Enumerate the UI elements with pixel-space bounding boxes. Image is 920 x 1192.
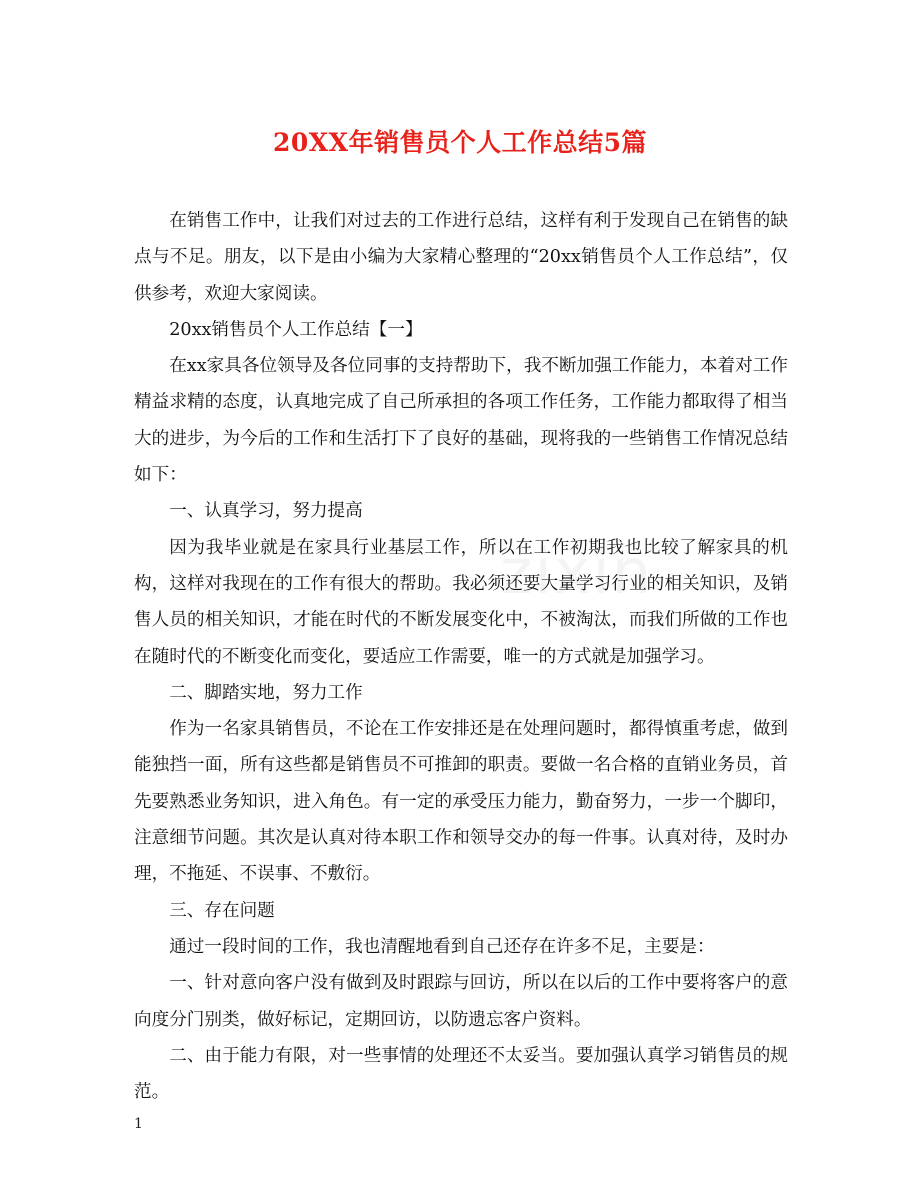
document-body (134, 203, 788, 1110)
subsection-heading: 二、脚踏实地，努力工作 (169, 682, 363, 703)
document-title: 20XX年销售员个人工作总结5篇 (273, 128, 647, 157)
body-paragraph: 在xx家具各位领导及各位同事的支持帮助下，我不断加强工作能力，本着对工作精益求精的态度，认真地完成了自己所承担的各项工作任务，工作能力都取得了相当大的进步，为今后的工作和生活打下了良好的基础，现将我的一些销售工作情况总结如下： (134, 356, 788, 486)
body-paragraph: 通过一段时间的工作，我也清醒地看到自己还存在许多不足，主要是： (169, 936, 715, 957)
subsection-heading: 三、存在问题 (169, 900, 275, 921)
body-paragraph: 作为一名家具销售员，不论在工作安排还是在处理问题时，都得慎重考虑，做到能独挡一面，所有这些都是销售员不可推卸的职责。要做一名合格的直销业务员，首先要熟悉业务知识，进入角色。有一定的承受压力能力，勤奋努力，一步一个脚印，注意细节问题。其次是认真对待本职工作和领导交办的每一件事。认真对待，及时办理，不拖延、不误事、不敷衍。 (134, 719, 788, 885)
body-paragraph: 二、由于能力有限，对一些事情的处理还不太妥当。要加强认真学习销售员的规范。 (134, 1045, 788, 1103)
body-paragraph: 因为我毕业就是在家具行业基层工作，所以在工作初期我也比较了解家具的机构，这样对我现在的工作有很大的帮助。我必须还要大量学习行业的相关知识，及销售人员的相关知识，才能在时代的不断发展变化中，不被淘汰，而我们所做的工作也在随时代的不断变化而变化，要适应工作需要，唯一的方式就是加强学习。 (134, 537, 788, 667)
body-paragraph: 一、针对意向客户没有做到及时跟踪与回访，所以在以后的工作中要将客户的意向度分门别类，做好标记，定期回访，以防遗忘客户资料。 (134, 973, 788, 1030)
section-heading: 20xx销售员个人工作总结【一】 (169, 319, 423, 340)
intro-paragraph: 在销售工作中，让我们对过去的工作进行总结，这样有利于发现自己在销售的缺点与不足。朋友，以下是由小编为大家精心整理的“20xx销售员个人工作总结”，仅供参考，欢迎大家阅读。 (134, 211, 788, 304)
page-number: 1 (134, 1116, 143, 1132)
subsection-heading: 一、认真学习，努力提高 (169, 501, 363, 522)
